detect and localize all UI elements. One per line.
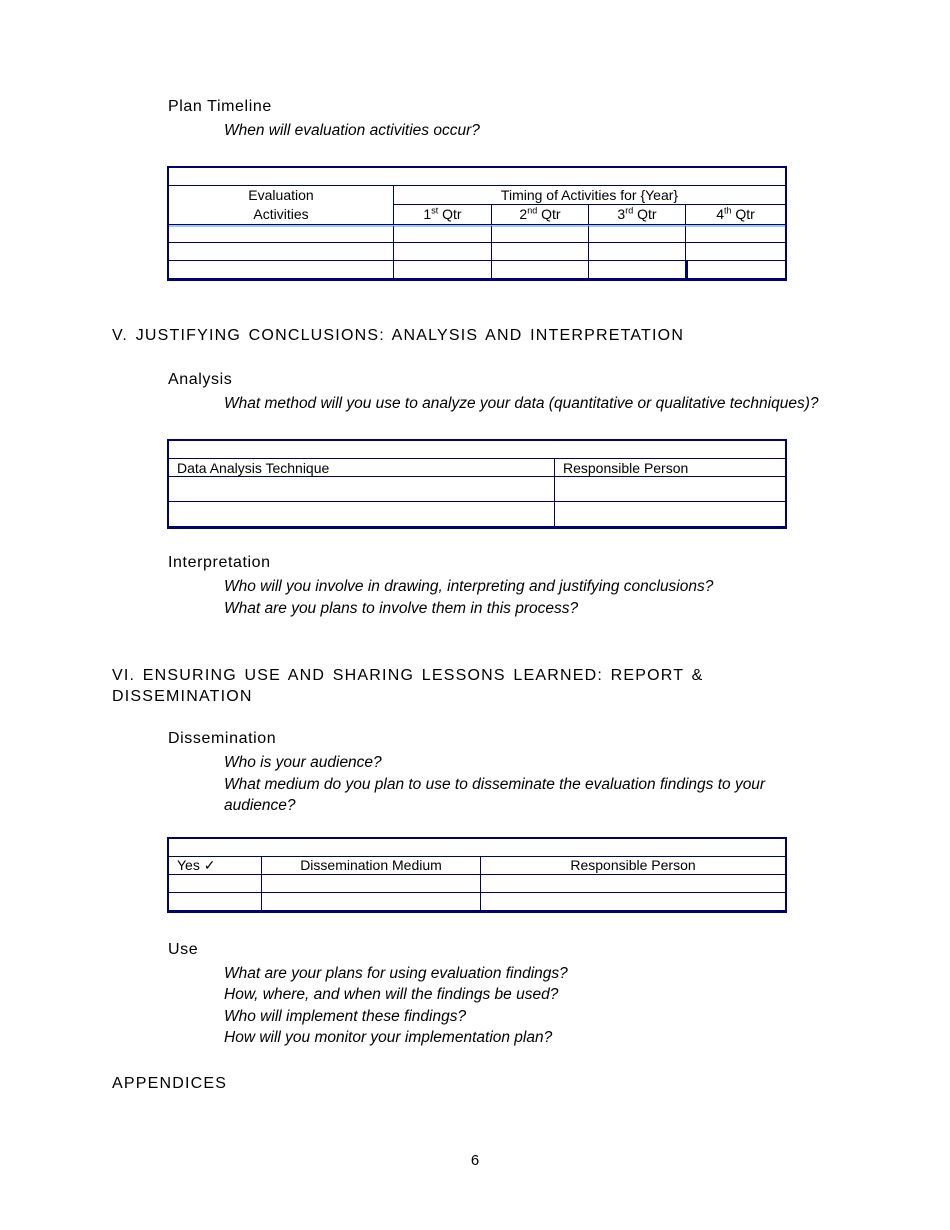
empty-cell <box>169 893 262 911</box>
use-question: How, where, and when will the findings be used? <box>224 986 559 1003</box>
timeline-table-title: Table 6. Illustrative Timeline for Evaluation Activities <box>169 168 785 186</box>
page-number: 6 <box>470 1152 480 1169</box>
empty-cell <box>686 243 785 261</box>
empty-cell <box>492 261 589 279</box>
empty-cell <box>169 243 394 261</box>
plan-timeline-question: When will evaluation activities occur? <box>224 122 480 139</box>
dissemination-col-yes: Yes ✓ <box>169 857 262 875</box>
timeline-row-header: Evaluation Activities <box>169 186 394 225</box>
analysis-question: What method will you use to analyze your data (quantitative or qualitative techniques)? <box>224 394 819 412</box>
empty-cell <box>481 875 785 893</box>
use-question: How will you monitor your implementation plan? <box>224 1029 553 1046</box>
empty-cell <box>555 502 785 527</box>
empty-cell <box>481 893 785 911</box>
qtr4-header: 4th Qtr <box>686 205 785 225</box>
section-vi-heading: VI. ENSURING USE AND SHARING LESSONS LEARNED: REPORT & DISSEMINATION <box>112 667 704 705</box>
empty-cell <box>169 225 394 243</box>
empty-cell <box>169 875 262 893</box>
empty-cell <box>169 261 394 279</box>
interpretation-question: Who will you involve in drawing, interpreting and justifying conclusions? <box>224 578 714 595</box>
empty-cell <box>686 261 785 279</box>
check-icon: ✓ <box>203 856 216 873</box>
empty-cell <box>394 261 492 279</box>
qtr3-header: 3rd Qtr <box>589 205 686 225</box>
dissemination-col-medium: Dissemination Medium <box>262 857 481 875</box>
empty-cell <box>394 225 492 243</box>
empty-cell <box>555 477 785 502</box>
qtr2-header: 2nd Qtr <box>492 205 589 225</box>
dissemination-question: What medium do you plan to use to disseminate the evaluation findings to your audience? <box>224 775 766 814</box>
empty-cell <box>169 502 555 527</box>
empty-cell <box>589 243 686 261</box>
appendices-heading: APPENDICES <box>112 1074 228 1092</box>
dissemination-heading: Dissemination <box>168 730 277 747</box>
empty-cell <box>262 875 481 893</box>
plan-timeline-heading: Plan Timeline <box>168 98 272 115</box>
interpretation-question: What are you plans to involve them in this process? <box>224 599 579 617</box>
empty-cell <box>589 225 686 243</box>
analysis-col-person: Responsible Person <box>555 459 785 477</box>
empty-cell <box>394 243 492 261</box>
use-question: What are your plans for using evaluation findings? <box>224 964 568 982</box>
analysis-heading: Analysis <box>168 370 233 388</box>
empty-cell <box>686 225 785 243</box>
dissemination-table-title: Table 8. Dissemination Plan <box>169 839 785 857</box>
empty-cell <box>492 243 589 261</box>
empty-cell <box>262 893 481 911</box>
interpretation-heading: Interpretation <box>168 554 271 571</box>
use-heading: Use <box>168 940 199 958</box>
analysis-col-technique: Data Analysis Technique <box>169 459 555 477</box>
empty-cell <box>492 225 589 243</box>
analysis-table <box>167 439 787 529</box>
dissemination-question: Who is your audience? <box>224 754 382 771</box>
use-question: Who will implement these findings? <box>224 1007 467 1025</box>
analysis-table-title: Table 7. Analysis Plan <box>169 441 785 459</box>
dissemination-col-person: Responsible Person <box>481 857 785 875</box>
timeline-table <box>167 166 787 281</box>
timing-header: Timing of Activities for {Year} <box>394 186 785 206</box>
dissemination-table <box>167 837 787 913</box>
qtr1-header: 1st Qtr <box>394 205 492 225</box>
section-v-heading: V. JUSTIFYING CONCLUSIONS: ANALYSIS AND INTERPRETATION <box>112 326 685 344</box>
empty-cell <box>169 477 555 502</box>
empty-cell <box>589 261 686 279</box>
